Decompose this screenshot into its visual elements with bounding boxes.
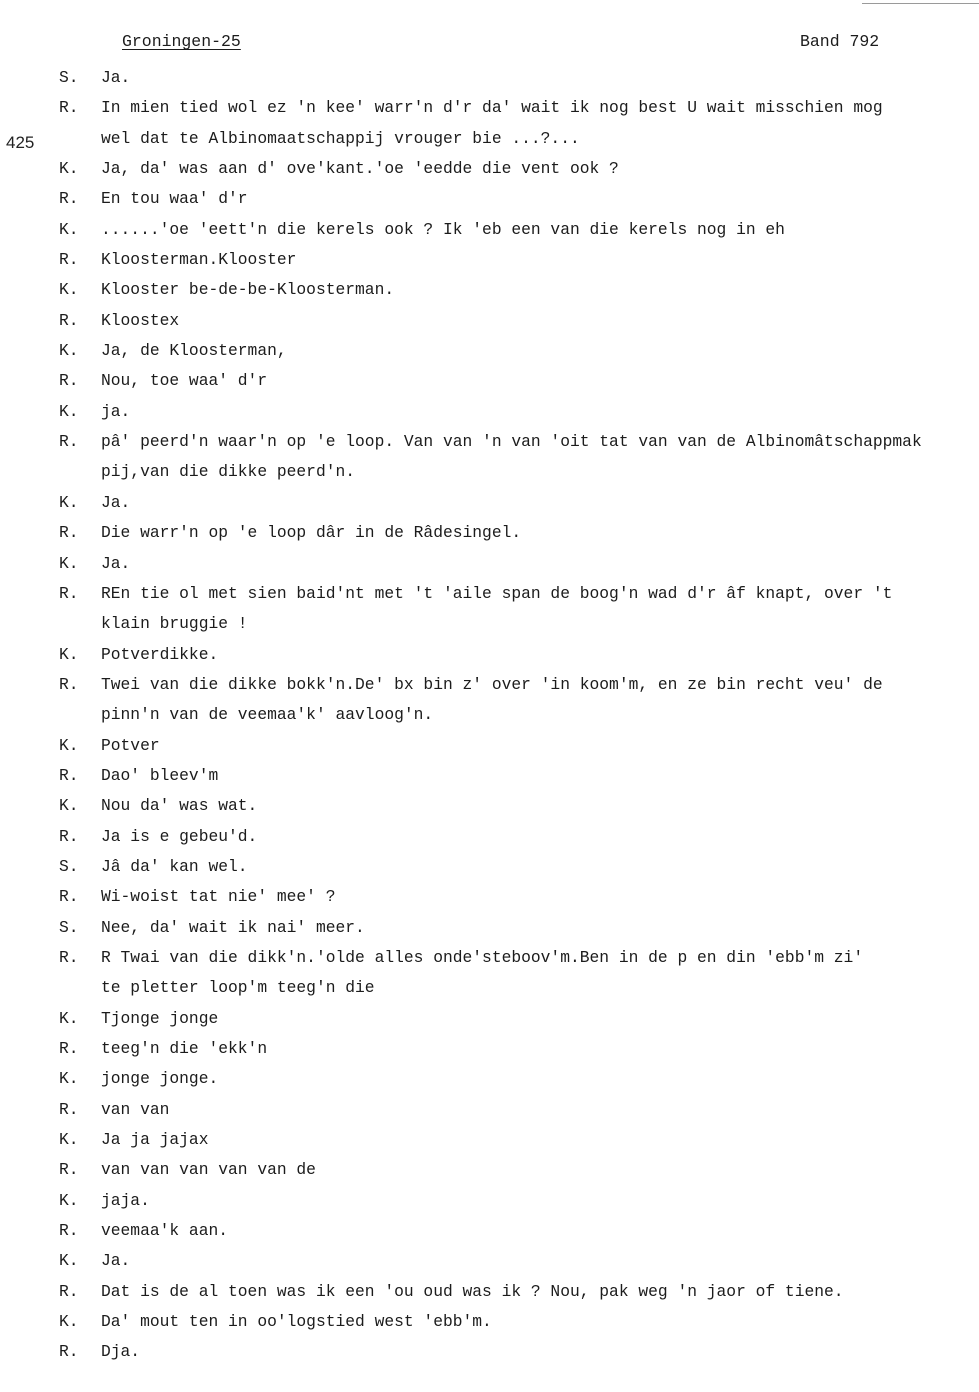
- transcript-line: [0, 1277, 979, 1307]
- speaker-label: K.: [59, 492, 79, 512]
- speech-text: jaja.: [101, 1190, 150, 1210]
- transcript-line: [0, 427, 979, 457]
- transcript-line: [0, 1034, 979, 1064]
- speaker-label: K.: [59, 219, 79, 239]
- speaker-label: K.: [59, 1069, 79, 1089]
- transcript-line: [0, 1216, 979, 1246]
- speaker-label: R.: [59, 947, 79, 967]
- transcript-line: [0, 549, 979, 579]
- transcript-line: [0, 488, 979, 518]
- transcript-line: [0, 943, 979, 973]
- speaker-label: S.: [59, 917, 79, 937]
- speech-text: ja.: [101, 401, 131, 421]
- speaker-label: K.: [59, 1190, 79, 1210]
- speaker-label: K.: [59, 1008, 79, 1028]
- speaker-label: R.: [59, 765, 79, 785]
- speech-text: pinn'n van de veemaa'k' aavloog'n.: [101, 705, 434, 725]
- speech-text: Kloosterman.Klooster: [101, 250, 297, 270]
- transcript-line: [0, 154, 979, 184]
- speaker-label: K.: [59, 1130, 79, 1150]
- speech-text: Nou, toe waa' d'r: [101, 371, 268, 391]
- transcript-line: [0, 1064, 979, 1094]
- speech-text: Ja ja jajax: [101, 1130, 209, 1150]
- speech-text: wel dat te Albinomaatschappij vrouger bie ...?...: [101, 128, 580, 148]
- transcript-line: [0, 1004, 979, 1034]
- speech-text: Ja, da' was aan d' ove'kant.'oe 'eedde die vent ook ?: [101, 159, 619, 179]
- speaker-label: K.: [59, 553, 79, 573]
- speaker-label: K.: [59, 644, 79, 664]
- transcript-line: [0, 1337, 979, 1367]
- speaker-label: R.: [59, 523, 79, 543]
- speech-text: veemaa'k aan.: [101, 1221, 229, 1241]
- speaker-label: R.: [59, 1221, 79, 1241]
- speaker-label: K.: [59, 796, 79, 816]
- transcript-line: [0, 731, 979, 761]
- transcript-line: [0, 63, 979, 93]
- speech-text: Nou da' was wat.: [101, 796, 258, 816]
- transcript-line: [0, 1125, 979, 1155]
- speech-text: En tou waa' d'r: [101, 189, 248, 209]
- transcript-line: [0, 640, 979, 670]
- speech-text: Die warr'n op 'e loop dâr in de Râdesingel.: [101, 523, 522, 543]
- speech-text: klain bruggie !: [101, 614, 248, 634]
- transcript-line: [0, 973, 979, 1003]
- transcript-line: [0, 1246, 979, 1276]
- transcript-line: [0, 306, 979, 336]
- transcript-line: [0, 1307, 979, 1337]
- speech-text: Wi-woist tat nie' mee' ?: [101, 887, 336, 907]
- speech-text: Potverdikke.: [101, 644, 219, 664]
- speech-text: Twei van die dikke bokk'n.De' bx bin z' over 'in koom'm, en ze bin recht veu' de: [101, 674, 883, 694]
- speaker-label: S.: [59, 68, 79, 87]
- speech-text: pâ' peerd'n waar'n op 'e loop. Van van 'n van 'oit tat van van de Albinomâtschappmak: [101, 432, 922, 452]
- transcript-line: [0, 1186, 979, 1216]
- transcript-line: [0, 275, 979, 305]
- speech-text: te pletter loop'm teeg'n die: [101, 978, 375, 998]
- speech-text: ......'oe 'eett'n die kerels ook ? Ik 'eb een van die kerels nog in eh: [101, 219, 785, 239]
- transcript-line: [0, 700, 979, 730]
- transcript-line: [0, 93, 979, 123]
- speech-text: Potver: [101, 735, 160, 755]
- speaker-label: R.: [59, 189, 79, 209]
- speaker-label: R.: [59, 371, 79, 391]
- speech-text: Ja.: [101, 553, 131, 573]
- speech-text: van van: [101, 1099, 170, 1119]
- speaker-label: R.: [59, 1039, 79, 1058]
- transcript-line: [0, 761, 979, 791]
- transcript-line: [0, 1095, 979, 1125]
- transcript-line: [0, 124, 979, 154]
- speech-text: Ja.: [101, 68, 131, 87]
- speaker-label: R.: [59, 250, 79, 270]
- speech-text: Tjonge jonge: [101, 1008, 219, 1028]
- speaker-label: R.: [59, 1099, 79, 1119]
- speaker-label: S.: [59, 856, 79, 876]
- transcript-line: [0, 336, 979, 366]
- speaker-label: R.: [59, 1342, 79, 1362]
- transcript-line: [0, 579, 979, 609]
- speech-text: REn tie ol met sien baid'nt met 't 'aile span de boog'n wad d'r âf knapt, over 't: [101, 583, 893, 603]
- speaker-label: K.: [59, 159, 79, 179]
- transcript-line: [0, 518, 979, 548]
- top-rule-divider: [862, 3, 979, 4]
- transcript-line: [0, 609, 979, 639]
- speaker-label: R.: [59, 1160, 79, 1180]
- speaker-label: K.: [59, 401, 79, 421]
- speech-text: In mien tied wol ez 'n kee' warr'n d'r da' wait ik nog best U wait misschien mog: [101, 98, 883, 118]
- speaker-label: K.: [59, 735, 79, 755]
- speech-text: Ja, de Kloosterman,: [101, 341, 287, 361]
- header-place: Groningen-25: [122, 32, 241, 51]
- speaker-label: R.: [59, 583, 79, 603]
- speech-text: Ja is e gebeu'd.: [101, 826, 258, 846]
- speech-text: Jâ da' kan wel.: [101, 856, 248, 876]
- speaker-label: R.: [59, 1281, 79, 1301]
- speech-text: Klooster be-de-be-Kloosterman.: [101, 280, 395, 300]
- speech-text: Dao' bleev'm: [101, 765, 219, 785]
- speech-text: pij,van die dikke peerd'n.: [101, 462, 356, 482]
- speaker-label: K.: [59, 1312, 79, 1332]
- transcript-line: [0, 882, 979, 912]
- transcript-line: [0, 852, 979, 882]
- speaker-label: R.: [59, 98, 79, 118]
- speech-text: Ja.: [101, 492, 131, 512]
- transcript-body: [0, 63, 979, 1368]
- speaker-label: K.: [59, 280, 79, 300]
- speech-text: R Twai van die dikk'n.'olde alles onde'steboov'm.Ben in de p en din 'ebb'm zi': [101, 947, 864, 967]
- transcript-line: [0, 457, 979, 487]
- speech-text: Da' mout ten in oo'logstied west 'ebb'm.: [101, 1312, 492, 1332]
- speech-text: Dja.: [101, 1342, 141, 1362]
- transcript-line: [0, 184, 979, 214]
- page-header: [0, 32, 979, 56]
- speaker-label: R.: [59, 432, 79, 452]
- transcript-line: [0, 397, 979, 427]
- transcript-line: [0, 245, 979, 275]
- speech-text: van van van van van de: [101, 1160, 316, 1180]
- speech-text: Kloostex: [101, 310, 180, 330]
- speaker-label: R.: [59, 887, 79, 907]
- speaker-label: R.: [59, 826, 79, 846]
- speaker-label: K.: [59, 341, 79, 361]
- transcript-line: [0, 791, 979, 821]
- speaker-label: K.: [59, 1251, 79, 1271]
- transcript-line: [0, 822, 979, 852]
- transcript-line: [0, 913, 979, 943]
- speech-text: Ja.: [101, 1251, 131, 1271]
- transcript-line: [0, 670, 979, 700]
- transcript-line: [0, 366, 979, 396]
- speech-text: Dat is de al toen was ik een 'ou oud was ik ? Nou, pak weg 'n jaor of tiene.: [101, 1281, 844, 1301]
- header-band: Band 792: [800, 32, 880, 51]
- speech-text: teeg'n die 'ekk'n: [101, 1039, 268, 1058]
- transcript-line: [0, 215, 979, 245]
- transcript-line: [0, 1155, 979, 1185]
- margin-number: 425: [6, 133, 35, 152]
- speech-text: Nee, da' wait ik nai' meer.: [101, 917, 365, 937]
- speaker-label: R.: [59, 310, 79, 330]
- speaker-label: R.: [59, 674, 79, 694]
- speech-text: jonge jonge.: [101, 1069, 219, 1089]
